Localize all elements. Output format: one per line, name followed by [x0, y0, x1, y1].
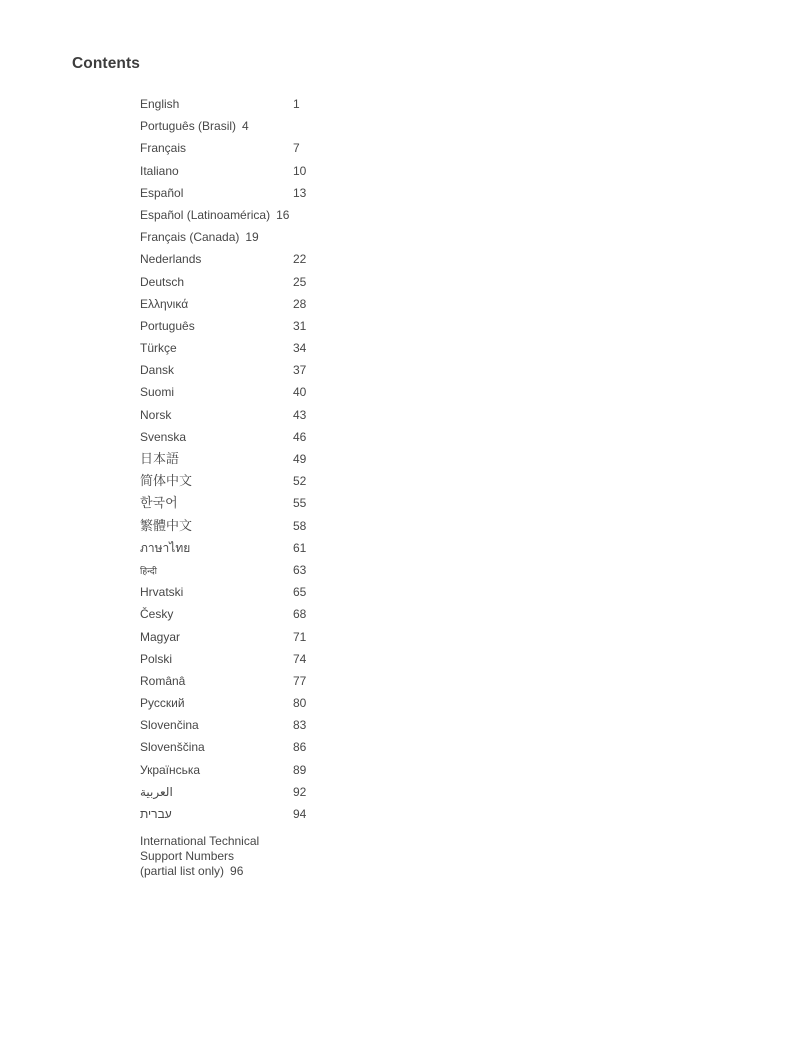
- toc-entry-label: Português (Brasil): [140, 119, 237, 134]
- toc-entry-label: Français: [140, 141, 187, 156]
- toc-entry-label: Українська: [140, 762, 201, 777]
- toc-entry[interactable]: [140, 626, 420, 648]
- toc-entry-label: International Technical Support Numbers (partial list only): [140, 834, 260, 878]
- toc-entry-page: 58: [293, 518, 307, 533]
- toc-entry-label: Français (Canada): [140, 230, 240, 245]
- toc-entry-page: 68: [293, 607, 307, 622]
- toc-entry-label: Português: [140, 318, 195, 333]
- toc-entry-label: ภาษาไทย: [140, 540, 191, 555]
- toc-entry[interactable]: [140, 404, 420, 426]
- toc-entry-page: 92: [293, 784, 307, 799]
- toc-entry-label: English: [140, 97, 180, 111]
- toc-entry-label: Русский: [140, 696, 185, 711]
- toc-list: [140, 93, 420, 878]
- toc-entry-label: Türkçe: [140, 341, 177, 356]
- toc-entry-page: 7: [293, 141, 300, 156]
- toc-entry-label: Suomi: [140, 385, 175, 400]
- toc-entry[interactable]: [140, 759, 420, 781]
- toc-entry[interactable]: [140, 115, 420, 137]
- toc-entry-page: 63: [293, 562, 307, 577]
- toc-entry-page: 25: [293, 274, 307, 289]
- toc-entry[interactable]: [140, 337, 420, 359]
- toc-entry-label: Românâ: [140, 673, 186, 688]
- toc-entry-page: 89: [293, 762, 307, 777]
- toc-entry-page: 1: [293, 97, 300, 111]
- toc-entry[interactable]: [140, 670, 420, 692]
- toc-entry-label: Italiano: [140, 163, 179, 178]
- toc-entry-page: 65: [293, 585, 307, 600]
- toc-entry[interactable]: [140, 226, 420, 248]
- toc-entry-page: 13: [293, 185, 307, 200]
- toc-entry-label: עברית: [140, 807, 172, 821]
- toc-entry[interactable]: [140, 381, 420, 403]
- toc-entry[interactable]: [140, 559, 420, 581]
- toc-entry[interactable]: [140, 93, 420, 115]
- toc-entry-page: 71: [293, 629, 307, 644]
- toc-entry[interactable]: [140, 470, 420, 492]
- toc-entry-page: 22: [293, 252, 307, 267]
- toc-entry-page: 43: [293, 407, 307, 422]
- toc-entry[interactable]: [140, 736, 420, 758]
- toc-entry[interactable]: [140, 492, 420, 514]
- toc-entry-page: 31: [293, 318, 307, 333]
- toc-entry-label: Nederlands: [140, 252, 202, 267]
- toc-entry-page: 49: [293, 452, 307, 466]
- toc-entry[interactable]: [140, 537, 420, 559]
- toc-entry-label: العربية: [140, 784, 173, 799]
- toc-entry-page: 96: [230, 863, 244, 878]
- toc-entry[interactable]: [140, 359, 420, 381]
- toc-entry-label: Deutsch: [140, 274, 185, 289]
- toc-entry[interactable]: [140, 315, 420, 337]
- toc-entry-page: 16: [276, 207, 290, 222]
- toc-entry-page: 40: [293, 385, 307, 400]
- toc-entry-page: 80: [293, 696, 307, 711]
- toc-entry-label: Ελληνικά: [140, 296, 189, 311]
- toc-entry-page: 10: [293, 163, 307, 178]
- toc-entry-page: 34: [293, 341, 307, 356]
- toc-entry[interactable]: [140, 692, 420, 714]
- toc-entry[interactable]: [140, 248, 420, 270]
- toc-entry-page: 52: [293, 474, 307, 489]
- toc-entry-label: 繁體中文: [140, 517, 193, 533]
- toc-entry-label: Dansk: [140, 363, 175, 378]
- toc-entry[interactable]: [140, 714, 420, 736]
- toc-entry-page: 28: [293, 296, 307, 311]
- toc-entry[interactable]: [140, 581, 420, 603]
- toc-entry-page: 55: [293, 496, 307, 511]
- toc-entry-label: Slovenčina: [140, 718, 199, 733]
- page-title: Contents: [72, 55, 140, 72]
- toc-entry-page: 74: [293, 651, 307, 666]
- toc-entry-label: 日本語: [140, 451, 180, 466]
- toc-entry[interactable]: [140, 648, 420, 670]
- toc-entry-label: Polski: [140, 651, 173, 666]
- toc-entry[interactable]: [140, 204, 420, 226]
- toc-entry-page: 77: [293, 673, 307, 688]
- toc-entry-label: 简体中文: [140, 473, 193, 489]
- toc-entry[interactable]: [140, 603, 420, 625]
- toc-entry-page: 37: [293, 363, 307, 378]
- toc-entry[interactable]: [140, 160, 420, 182]
- toc-entry[interactable]: [140, 515, 420, 537]
- toc-entry-page: 86: [293, 740, 307, 755]
- toc-entry-label: Česky: [140, 607, 174, 622]
- toc-entry-page: 19: [245, 230, 259, 245]
- toc-entry[interactable]: [140, 426, 420, 448]
- toc-entry[interactable]: [140, 293, 420, 315]
- toc-entry-label: Magyar: [140, 629, 181, 644]
- toc-entry[interactable]: [140, 448, 420, 470]
- toc-entry[interactable]: [140, 803, 420, 825]
- toc-entry-page: 4: [242, 119, 249, 134]
- toc-entry-label: हिन्दी: [140, 565, 158, 576]
- toc-entry[interactable]: [140, 137, 420, 159]
- toc-entry-page: 61: [293, 540, 307, 555]
- toc-entry-page: 46: [293, 429, 307, 444]
- toc-entry-label: Svenska: [140, 429, 187, 444]
- toc-entry[interactable]: [140, 271, 420, 293]
- toc-entry-label: Norsk: [140, 407, 172, 422]
- toc-entry-label: Español: [140, 185, 184, 200]
- toc-entry[interactable]: [140, 781, 420, 803]
- toc-entry-page: 83: [293, 718, 307, 733]
- toc-entry-label: Slovenščina: [140, 740, 205, 755]
- toc-entry-label: Español (Latinoamérica): [140, 207, 271, 222]
- toc-entry[interactable]: [140, 182, 420, 204]
- toc-entry-label: 한국어: [140, 495, 178, 511]
- toc-entry-label: Hrvatski: [140, 585, 184, 600]
- toc-entry[interactable]: [140, 834, 280, 878]
- toc-entry-page: 94: [293, 807, 307, 821]
